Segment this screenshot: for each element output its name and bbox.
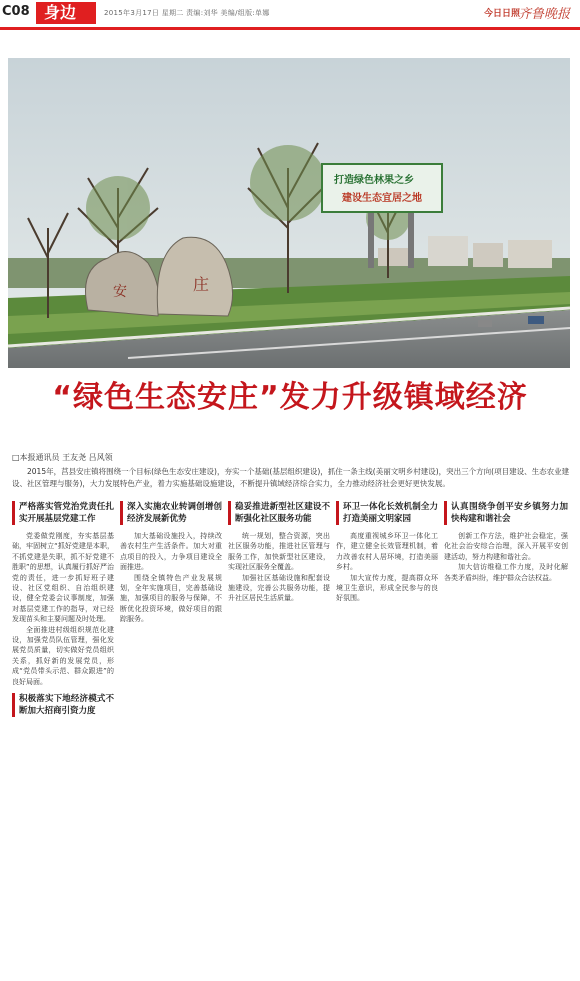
paragraph: 全面推进村级组织规范化建设，加强党员队伍管理，强化发展党员质量，切实做好党员组织关系，抓好新的发展党员，形成“党员带头示范、群众跟进”的良好局面。 xyxy=(12,625,114,686)
paragraph: 统一规划，整合资源，突出社区服务功能，推进社区管理与服务工作，加快新型社区建设，实现社区服务全覆盖。 xyxy=(228,532,330,572)
page-number: C08 xyxy=(2,4,30,19)
header-rule xyxy=(0,27,580,30)
byline: □本报通讯员 王友尧 吕风领 xyxy=(12,453,113,462)
paragraph: 加大基础设施投入，持续改善农村生产生活条件。加大对重点项目的投入，力争项目建设全面推进。 xyxy=(120,532,222,572)
subhead: 深入实施农业转调创增创经济发展新优势 xyxy=(120,501,222,525)
column-2 xyxy=(120,495,222,980)
paragraph: 加大宣传力度，提高群众环境卫生意识，形成全民参与的良好氛围。 xyxy=(336,573,438,603)
subhead: 环卫一体化长效机制全力打造美丽文明家园 xyxy=(336,501,438,525)
billboard-line2: 建设生态宜居之地 xyxy=(342,193,422,204)
column-3 xyxy=(228,495,330,980)
subhead: 稳妥推进新型社区建设不断强化社区服务功能 xyxy=(228,501,330,525)
paper-name: 今日日照 xyxy=(483,9,520,19)
photo-scene xyxy=(8,58,570,368)
paragraph: 围绕全镇特色产业发展规划，全年实施项目，完善基础设施，加强项目的服务与保障，不断优化投资环境，做好项目的跟踪服务。 xyxy=(120,573,222,624)
billboard-line1: 打造绿色林果之乡 xyxy=(334,175,414,186)
svg-text:安: 安 xyxy=(113,284,127,300)
column-1 xyxy=(12,495,114,980)
paragraph: 党委做党刚度，夯实基层基础，牢固树立“抓好党建是本职，不抓党建是失职，抓不好党建不胜职”的思想，认真履行抓好严治党的责任，进一步抓好班子建设、社区党组织、自治组织建设，健全党委会议事制度，加强对基层党建工作的指导，对已经发现苗头和主要问题及时处理。 xyxy=(12,532,114,624)
subhead: 严格落实管党治党责任扎实开展基层党建工作 xyxy=(12,501,114,525)
svg-text:庄: 庄 xyxy=(193,275,210,294)
lead-photo xyxy=(8,58,570,368)
masthead xyxy=(0,0,580,28)
section-tag: 身边 xyxy=(36,2,96,24)
date-line: 2015年3月17日 星期二 责编:刘华 美编/组版:单娜 xyxy=(104,9,270,17)
column-5 xyxy=(444,495,568,980)
subhead: 认真围绕争创平安乡镇努力加快构建和谐社会 xyxy=(444,501,568,525)
paragraph: 加强社区基础设施和配套设施建设，完善公共服务功能，提升社区居民生活质量。 xyxy=(228,573,330,603)
paragraph: 创新工作方法，维护社会稳定，强化社会治安综合治理，深入开展平安创建活动，努力构建和谐社会。 xyxy=(444,532,568,561)
paragraph: 加大信访维稳工作力度，及时化解各类矛盾纠纷，维护群众合法权益。 xyxy=(444,563,568,582)
lead-paragraph: 2015年，莒县安庄镇将围绕一个目标(绿色生态安庄建设)，夯实一个基础(基层组织建设)，抓住一条主线(美丽文明乡村建设)，突出三个方向(项目建设、生态农业建设、社区管理与服务)，大力发展特色产业，着力实施基础设施建设，不断提升镇域经济综合实力，全力推动经济社会更好更快发展。 xyxy=(12,467,570,488)
column-4 xyxy=(336,495,438,980)
headline: “绿色生态安庄”发力升级镇域经济 xyxy=(52,380,528,415)
paragraph: 高度重视城乡环卫一体化工作，建立健全长效管理机制，着力改善农村人居环境，打造美丽乡村。 xyxy=(336,532,438,572)
paper-logo: 齐鲁晚报 xyxy=(517,7,570,22)
subhead: 积极落实下地经济模式不断加大招商引资力度 xyxy=(12,693,114,717)
